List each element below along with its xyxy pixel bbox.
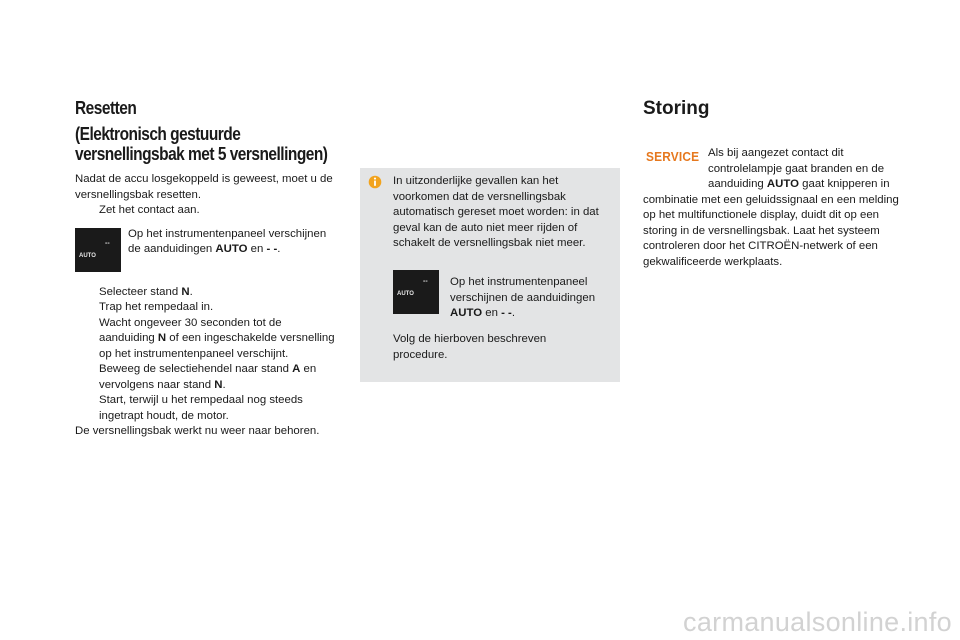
list-item <box>75 300 340 316</box>
instrument-panel-image <box>75 228 121 272</box>
panel-text-pre: Op het instrumentenpaneel verschijnen de aanduidingen <box>128 227 327 255</box>
watermark: carmanualsonline.info <box>683 607 952 637</box>
step-bold: A <box>292 363 301 375</box>
info-box <box>360 168 620 382</box>
step-bold: N <box>181 285 190 298</box>
info-procedure: Volg de hierboven beschreven procedure. <box>393 333 547 361</box>
thumb-dashes-label: -- <box>105 239 110 247</box>
thumb-auto-label: AUTO <box>397 291 414 297</box>
right-column <box>643 98 908 270</box>
step-contact-text: Zet het contact aan. <box>99 204 200 216</box>
list-item <box>75 362 340 393</box>
subtitle-line-1: (Elektronisch gestuurde <box>75 124 241 144</box>
step-bold: N <box>214 378 223 391</box>
panel-dashes: - - <box>266 243 278 255</box>
thumb-dashes-label: -- <box>423 278 428 285</box>
service-warning-lamp <box>643 146 708 180</box>
section-title-storing: Storing <box>643 98 710 119</box>
step-text: . <box>189 285 193 298</box>
intro-text: Nadat de accu losgekoppeld is geweest, moet u de versnellingsbak resetten. <box>75 173 333 201</box>
list-item <box>75 316 340 363</box>
storing-auto: AUTO <box>766 178 799 190</box>
section-title-resetten: Resetten <box>75 98 137 118</box>
storing-body <box>643 146 908 270</box>
panel-text-pre: Op het instrumentenpaneel verschijnen de aanduidingen <box>450 276 596 304</box>
storing-text-pre: Als bij aangezet contact dit controlelampje gaat branden en de aanduiding <box>708 147 885 190</box>
left-column <box>75 98 340 440</box>
outro-text: De versnellingsbak werkt nu weer naar behoren. <box>75 425 320 437</box>
panel-end: . <box>277 243 281 255</box>
step-text: . <box>222 378 226 391</box>
panel-en: en <box>482 307 502 319</box>
step-text: Selecteer stand <box>99 285 182 298</box>
step-text: of een ingeschakelde versnelling op het instrumentenpaneel verschijnt. <box>99 332 335 360</box>
step-text: en vervolgens naar stand <box>99 363 317 391</box>
info-icon <box>368 175 382 189</box>
list-item <box>75 393 340 424</box>
step-text: Wacht ongeveer 30 seconden tot de aanduiding <box>99 316 282 344</box>
storing-text-post: gaat knipperen in combinatie met een geluidssignaal en een melding op het multifunctionele display, duidt dit op een storing in de versnellingsbak. Laat het systeem controleren door het CITROËN-netwerk of een gekwalificeerde werkplaats. <box>643 178 899 268</box>
list-item <box>75 285 340 301</box>
panel-end: . <box>511 307 516 319</box>
step-text: Trap het rempedaal in. <box>99 301 214 313</box>
step-contact <box>75 203 340 219</box>
info-panel-row <box>393 270 615 322</box>
steps-list <box>75 285 340 440</box>
panel-auto: AUTO <box>450 307 483 319</box>
thumb-auto-label: AUTO <box>79 252 96 259</box>
step-bold: N <box>157 332 167 344</box>
panel-text <box>128 227 340 272</box>
left-body <box>75 172 340 440</box>
panel-auto: AUTO <box>215 243 248 255</box>
info-text: In uitzonderlijke gevallen kan het voorkomen dat de versnellingsbak automatisch gereset moet worden: in dat geval kan de auto niet meer rijden of schakelt de versnellingsbak niet meer. <box>393 175 599 249</box>
subtitle-line-2: versnellingsbak met 5 versnellingen) <box>75 144 328 164</box>
instrument-panel-image <box>393 270 439 314</box>
panel-dashes: - - <box>501 307 512 319</box>
info-panel-text <box>450 275 614 322</box>
step-text: Start, terwijl u het rempedaal nog steeds ingetrapt houdt, de motor. <box>99 394 303 422</box>
panel-row <box>75 227 340 272</box>
panel-en: en <box>247 243 267 255</box>
step-text: Beweeg de selectiehendel naar stand <box>99 363 293 375</box>
service-icon: SERVICE <box>646 150 700 164</box>
